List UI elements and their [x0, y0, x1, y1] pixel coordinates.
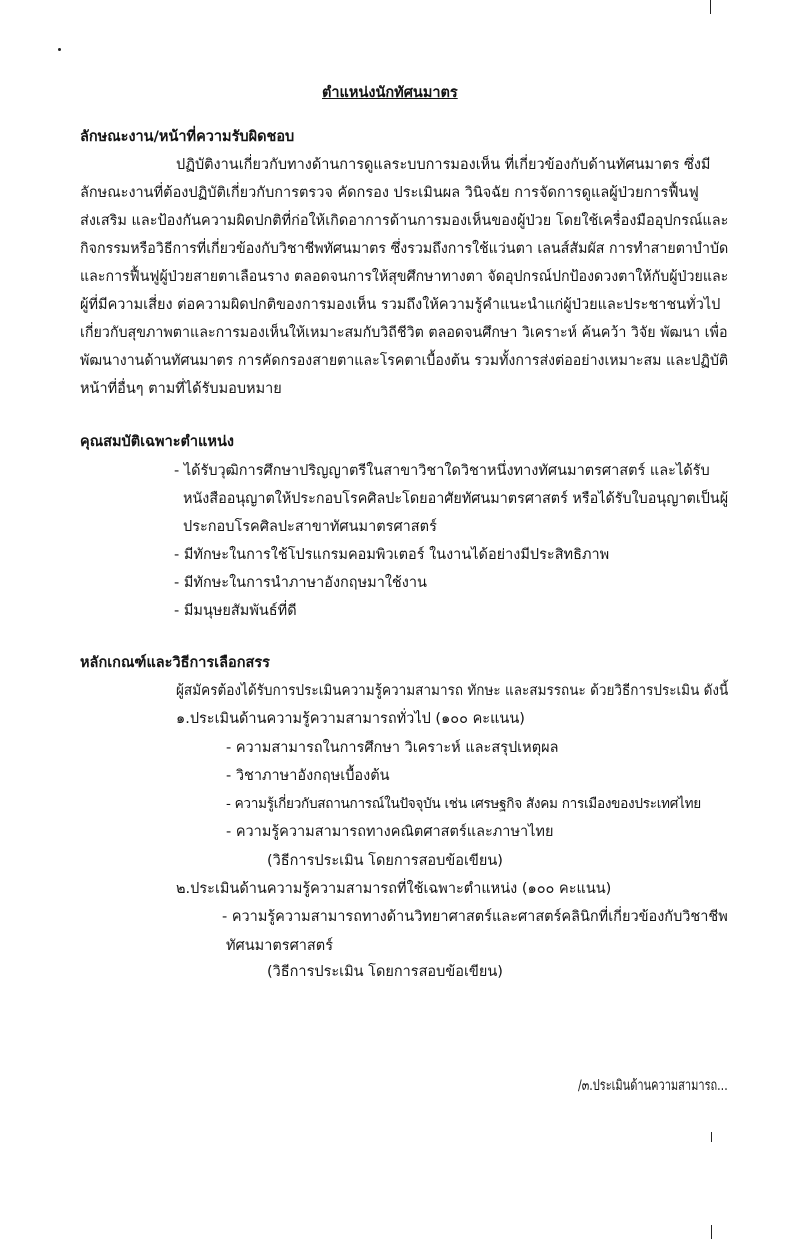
scan-speck — [711, 1132, 712, 1142]
duties-line: หน้าที่อื่นๆ ตามที่ได้รับมอบหมาย — [80, 381, 282, 397]
selection-item: - ความรู้ความสามารถทางคณิตศาสตร์และภาษาไทย — [226, 824, 554, 840]
scan-speck — [710, 0, 711, 14]
selection-item: - ความสามารถในการศึกษา วิเคราะห์ และสรุปเหตุผล — [226, 740, 559, 756]
document-title: ตำแหน่งนักทัศนมาตร — [322, 85, 458, 101]
duties-line: ผู้ที่มีความเสี่ยง ต่อความผิดปกติของการมองเห็น รวมถึงให้ความรู้คำแนะนำแก่ผู้ป่วยและประชาชนทั่วไป — [80, 297, 721, 313]
scan-speck — [711, 1225, 712, 1239]
section-heading-selection: หลักเกณฑ์และวิธีการเลือกสรร — [80, 655, 270, 671]
selection-part2-method: (วิธีการประเมิน โดยการสอบข้อเขียน) — [267, 964, 503, 980]
selection-item: - ความรู้ความสามารถทางด้านวิทยาศาสตร์และศาสตร์คลินิกที่เกี่ยวข้องกับวิชาชีพ — [222, 909, 728, 925]
duties-line: เกี่ยวกับสุขภาพตาและการมองเห็นให้เหมาะสมกับวิถีชีวิต ตลอดจนศึกษา วิเคราะห์ ค้นคว้า วิจัย พัฒนา เพื่อ — [80, 325, 728, 341]
duties-line: ลักษณะงานที่ต้องปฏิบัติเกี่ยวกับการตรวจ คัดกรอง ประเมินผล วินิจฉัย การจัดการดูแลผู้ป่วยการฟื้นฟู — [80, 185, 699, 201]
qualification-item: - มีทักษะในการใช้โปรแกรมคอมพิวเตอร์ ในงานได้อย่างมีประสิทธิภาพ — [174, 547, 610, 563]
selection-part1-title: ๑.ประเมินด้านความรู้ความสามารถทั่วไป (๑๐๐ คะแนน) — [176, 711, 525, 727]
duties-line: และการฟื้นฟูผู้ป่วยสายตาเลือนราง ตลอดจนการให้สุขศึกษาทางตา จัดอุปกรณ์ปกป้องดวงตาให้กับผู้ป่วยและ — [80, 269, 729, 285]
selection-part2-title: ๒.ประเมินด้านความรู้ความสามารถที่ใช้เฉพาะตำแหน่ง (๑๐๐ คะแนน) — [176, 881, 612, 897]
qualification-item-cont: หนังสืออนุญาตให้ประกอบโรคศิลปะโดยอาศัยทัศนมาตรศาสตร์ หรือได้รับใบอนุญาตเป็นผู้ — [183, 491, 729, 507]
duties-line: พัฒนางานด้านทัศนมาตร การคัดกรองสายตาและโรคตาเบื้องต้น รวมทั้งการส่งต่ออย่างเหมาะสม และปฏิบัติ — [80, 353, 729, 369]
qualification-item: - มีทักษะในการนำภาษาอังกฤษมาใช้งาน — [174, 575, 427, 591]
duties-line: ปฏิบัติงานเกี่ยวกับทางด้านการดูแลระบบการมองเห็น ที่เกี่ยวข้องกับด้านทัศนมาตร ซึ่งมี — [176, 157, 711, 173]
qualification-item-cont: ประกอบโรคศิลปะสาขาทัศนมาตรศาสตร์ — [183, 519, 437, 535]
selection-item-cont: ทัศนมาตรศาสตร์ — [226, 938, 333, 954]
selection-intro: ผู้สมัครต้องได้รับการประเมินความรู้ความสามารถ ทักษะ และสมรรถนะ ด้วยวิธีการประเมิน ดังนี้ — [176, 683, 729, 699]
selection-item: - วิชาภาษาอังกฤษเบื้องต้น — [226, 768, 390, 784]
scan-speck — [58, 48, 61, 51]
duties-line: ส่งเสริม และป้องกันความผิดปกติที่ก่อให้เกิดอาการด้านการมองเห็นของผู้ป่วย โดยใช้เครื่องมืออุปกรณ์และ — [80, 213, 729, 229]
qualification-item: - ได้รับวุฒิการศึกษาปริญญาตรีในสาขาวิชาใดวิชาหนึ่งทางทัศนมาตรศาสตร์ และได้รับ — [174, 463, 710, 479]
continuation-note: /๓.ประเมินด้านความสามารถ... — [578, 1078, 728, 1094]
selection-item: - ความรู้เกี่ยวกับสถานการณ์ในปัจจุบัน เช่น เศรษฐกิจ สังคม การเมืองของประเทศไทย — [226, 796, 701, 812]
section-heading-duties: ลักษณะงาน/หน้าที่ความรับผิดชอบ — [80, 129, 295, 145]
section-heading-qualifications: คุณสมบัติเฉพาะตำแหน่ง — [80, 434, 234, 450]
duties-line: กิจกรรมหรือวิธีการที่เกี่ยวข้องกับวิชาชีพทัศนมาตร ซึ่งรวมถึงการใช้แว่นตา เลนส์สัมผัส การทำสายตาบำบัด — [80, 241, 729, 257]
qualification-item: - มีมนุษยสัมพันธ์ที่ดี — [174, 603, 297, 619]
selection-part1-method: (วิธีการประเมิน โดยการสอบข้อเขียน) — [267, 853, 503, 869]
